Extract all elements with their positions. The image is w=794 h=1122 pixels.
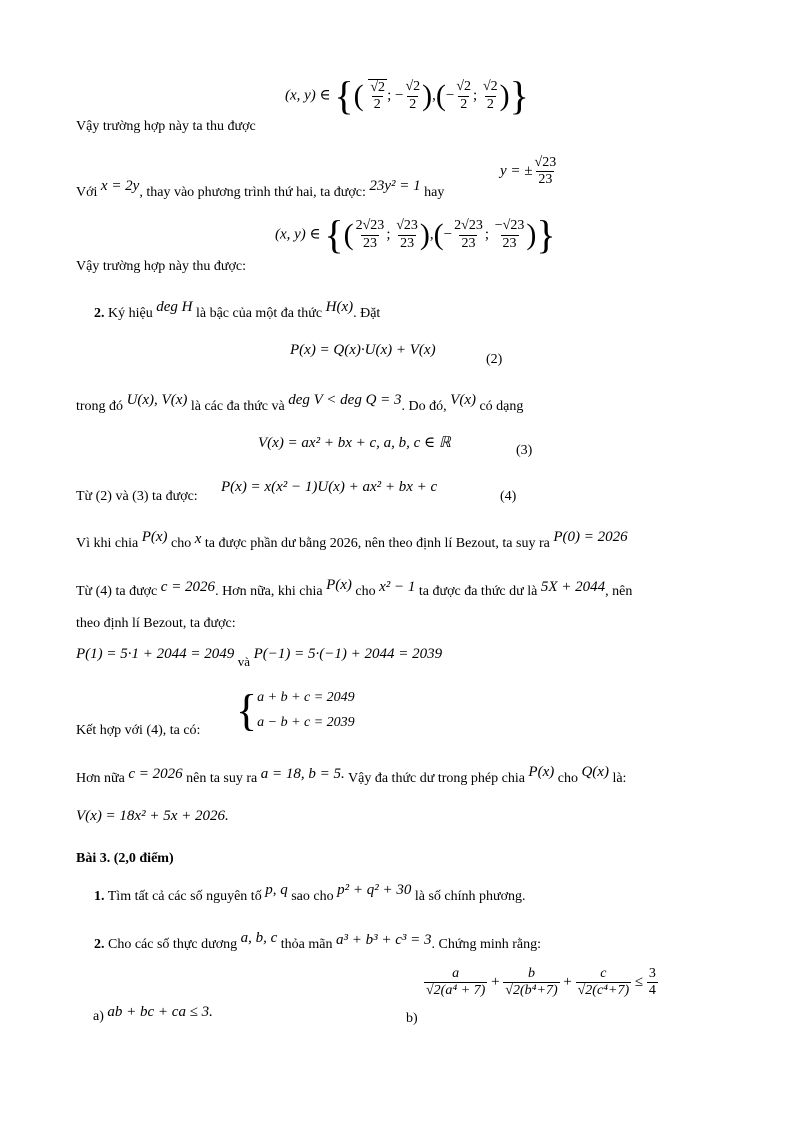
case1-formula: (x, y) ∈ {( $\frac{√2}{2}$ ; − $\frac{√2}{2}$ ),(− $\frac{√2}{2}$ ; $\frac{√2}{2}$ )} (285, 73, 529, 118)
bai3-title: Bài 3. (2,0 điểm) (76, 851, 174, 866)
p-values: P(1) = 5·1 + 2044 = 2049 và P(−1) = 5·(−1) + 2044 = 2039 (76, 646, 443, 669)
combine-label: Kết hợp với (4), ta có: (76, 723, 201, 738)
case2-result: y = ± $\frac{√23}{23}$ (500, 155, 557, 188)
more-line: Hơn nữa c = 2026 nên ta suy ra a = 18, b = 5. Vậy đa thức dư trong phép chia P(x) cho Q(x) là: (76, 764, 627, 786)
bai3-q1: 1. Tìm tất cả các số nguyên tố p, q sao cho p² + q² + 30 là số chính phương. (94, 882, 526, 904)
eq3: V(x) = ax² + bx + c, a, b, c ∈ ℝ (258, 435, 451, 451)
tag2: (2) (486, 352, 503, 367)
final-remainder: V(x) = 18x² + 5x + 2026. (76, 808, 229, 824)
c1-p1-y: $\frac{√2}{2}$ (405, 79, 421, 112)
line-from4: Từ (4) ta được c = 2026. Hơn nữa, khi chia P(x) cho x² − 1 ta được đa thức dư là 5X + 2044, nên (76, 577, 633, 599)
c1-p2-y: $\frac{√2}{2}$ (482, 79, 498, 112)
tag4: (4) (500, 489, 517, 504)
bai3-q2: 2. Cho các số thực dương a, b, c thỏa mãn a³ + b³ + c³ = 3. Chứng minh rằng: (94, 930, 542, 952)
case1-lhs: (x, y) ∈ (285, 87, 331, 104)
line-bezout2: theo định lí Bezout, ta được: (76, 616, 236, 631)
eq4: P(x) = x(x² − 1)U(x) + ax² + bx + c (221, 479, 438, 495)
case2-line: Với x = 2y, thay vào phương trình thứ hai, ta được: 23y² = 1 hay (76, 178, 445, 200)
bai3-qb-label: b) (406, 1011, 418, 1026)
tag3: (3) (516, 443, 533, 458)
part2-where: trong đó U(x), V(x) là các đa thức và deg V < deg Q = 3. Do đó, V(x) có dạng (76, 392, 524, 414)
bai3-qb-expr: $\frac{a}{\text{√2(a⁴ + 7)}}$ + $\frac{b}{\text{√2(b⁴+7)}}$ + $\frac{c}{\text{√2(c⁴+7)}}$ ≤ $\frac{3}{4}$ (426, 966, 656, 999)
bai3-qa: a) ab + bc + ca ≤ 3. (93, 1004, 213, 1024)
from23: Từ (2) và (3) ta được: (76, 489, 198, 504)
case3-formula: (x, y) ∈ {( $\frac{2√23}{23}$ ; $\frac{√23}{23}$ ),(− $\frac{2√23}{23}$ ; $\frac{-√23}{23}$ )} (275, 212, 556, 257)
c1-p1-x: $\frac{√2}{2}$ (370, 79, 386, 112)
c1-p2-x: $\frac{√2}{2}$ (456, 79, 472, 112)
case3-label: Vậy trường hợp này thu được: (76, 259, 246, 274)
case1-label: Vậy trường hợp này ta thu được (76, 119, 256, 134)
part2-intro: 2. Ký hiệu deg H là bậc của một đa thức H(x). Đặt (94, 299, 381, 321)
system: { a + b + c = 2049 a − b + c = 2039 (236, 685, 355, 735)
eq2: P(x) = Q(x)·U(x) + V(x) (290, 342, 436, 358)
bezout1: Vì khi chia P(x) cho x ta được phần dư bằng 2026, nên theo định lí Bezout, ta suy ra P(0) = 2026 (76, 529, 628, 551)
